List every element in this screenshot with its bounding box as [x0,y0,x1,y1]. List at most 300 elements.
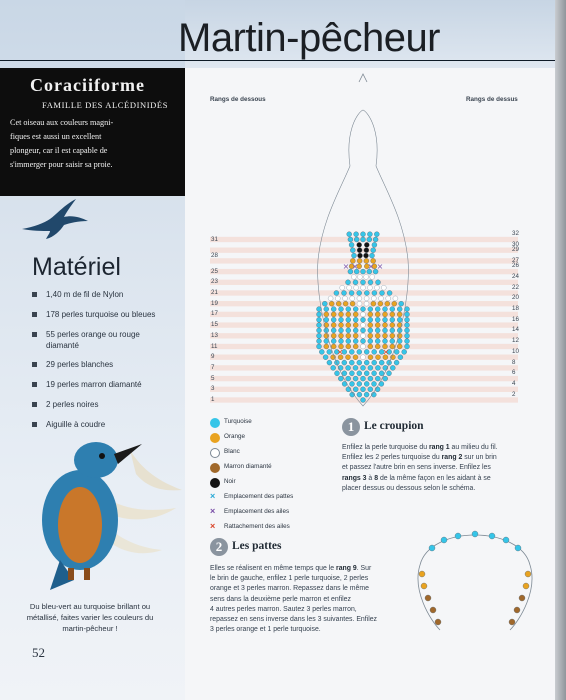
row-number: 27 [512,256,519,264]
bead [368,376,373,381]
text: 3 perles orange et 1 perle turquoise. [210,626,321,634]
bead [405,339,410,344]
legend-bead-icon [210,448,220,458]
row-number: 21 [211,289,218,296]
bold-text: rang 9 [336,565,357,572]
bead [361,280,366,285]
bead [343,296,348,301]
bead [346,323,351,328]
row-number: 31 [211,235,218,243]
text: repassez en sens inverse dans les 3 suivantes. Enfilez [210,616,377,624]
page-number: 52 [32,645,45,660]
bead [375,317,380,322]
row-number: 12 [512,337,519,345]
bead [353,365,358,370]
bead [368,355,373,360]
bead [327,360,332,365]
bead [364,381,369,386]
materiel-item [32,379,182,390]
bead [328,296,333,301]
bead [383,339,388,344]
bead [405,317,410,322]
bead [503,537,509,543]
bead [346,307,351,312]
bead [364,291,369,296]
bead [346,355,351,360]
bead [383,328,388,333]
bead [372,381,377,386]
bead [339,339,344,344]
bead [350,248,355,253]
bead [331,312,336,317]
row-number: 14 [512,326,519,334]
order-description-line: fiques est aussi un excellent [10,132,102,141]
caption-line: martin-pêcheur ! [62,624,118,633]
row-number: 5 [211,374,215,382]
text: orange et 3 perles marron. Repassez dans le même [210,585,369,593]
bead [339,317,344,322]
materiel-item [32,399,182,410]
bead [392,301,397,306]
bead [489,533,495,539]
bead [368,344,373,349]
section-title: Les pattes [232,540,282,552]
section-body-line [210,615,390,625]
bead [383,312,388,317]
bead [361,312,366,317]
bead [346,280,351,285]
bead [342,371,347,376]
bead [383,333,388,338]
row-number: 29 [512,246,519,254]
materiel-list [32,289,182,439]
row-number: 13 [211,331,218,339]
row-number: 8 [512,358,516,366]
bead [357,301,362,306]
row-number: 23 [211,278,218,286]
materiel-item-text: 29 perles blanches [46,360,114,370]
bead [364,301,369,306]
bead [379,360,384,365]
text: placer dessus ou dessous selon le schéma. [342,484,476,492]
bead [357,371,362,376]
materiel-item-text: Aiguille à coudre [46,419,106,429]
text: . Sur [356,565,372,572]
bead [361,355,366,360]
section-body-line [342,474,532,484]
section-body-line [210,595,390,605]
bead [402,349,407,354]
bead [383,323,388,328]
bead [342,360,347,365]
order-description-line: Cet oiseau aux couleurs magni- [10,118,114,127]
materiel-title: Matériel [32,253,121,281]
section-body-line [342,463,532,473]
bead [370,274,375,279]
section-body [210,564,390,635]
bead [368,317,373,322]
text: Elles se réalisent en même temps que le [210,565,337,572]
bead [334,360,339,365]
bead [372,291,377,296]
bead [375,323,380,328]
bead [339,328,344,333]
bead-diagram [190,70,530,410]
legend-cross-icon: × [210,491,216,501]
row-number: 16 [512,315,519,323]
bead [405,344,410,349]
row-number: 7 [211,363,215,371]
bead [435,619,441,625]
materiel-item-text: 1,40 m de fil de Nylon [46,290,124,299]
loop-thread [418,535,532,630]
legend-label: Marron diamanté [224,463,272,470]
loop-beading-diagram [400,510,550,655]
bead [368,323,373,328]
order-info-box [0,68,185,196]
row-number: 28 [211,251,218,259]
bead [352,253,357,258]
row-number: 15 [211,321,218,329]
legend-bead-icon [210,418,220,428]
section-les-pattes [210,538,388,653]
bead [361,339,366,344]
bead [331,344,336,349]
bead [383,317,388,322]
row-number: 20 [512,294,519,302]
bead [353,333,358,338]
bead [398,355,403,360]
bead [514,607,520,613]
step-number-badge: 2 [210,538,228,556]
bead [364,360,369,365]
bead [441,537,447,543]
materiel-item-text: diamanté [46,340,79,350]
bead [367,285,372,290]
bead [421,583,427,589]
bead [353,323,358,328]
bead [364,349,369,354]
bead [429,545,435,551]
bead [397,339,402,344]
bead [331,323,336,328]
legend-bead-icon [210,463,220,473]
bead [364,274,369,279]
bead-diagram-graphic [190,70,530,410]
bead [397,307,402,312]
bead [523,583,529,589]
legend-label: Orange [224,433,246,440]
bead [361,307,366,312]
bead [397,317,402,322]
section-body-line [210,605,390,615]
order-description [10,116,178,172]
bead [394,349,399,354]
bead [361,323,366,328]
thread-end [359,74,367,82]
bead [390,323,395,328]
row-number: 3 [211,385,215,393]
row-number: 22 [512,283,519,291]
text: sens dans la deuxième perle marron et enfilez [210,595,351,603]
bullet [32,312,37,317]
bead [390,344,395,349]
bead [331,339,336,344]
bead [525,571,531,577]
bead [349,242,354,247]
legend-label: Blanc [224,448,240,455]
bead [381,285,386,290]
bead [375,339,380,344]
bead [339,323,344,328]
section-body-line [210,625,390,635]
bead [331,365,336,370]
bullet [32,382,37,387]
bead [357,360,362,365]
bead [361,269,366,274]
bead [374,232,379,237]
legend-label: Emplacement des pattes [224,493,294,500]
swallow-illustration [20,195,90,250]
bold-text: rang 1 [428,444,450,451]
row-number: 25 [211,267,218,275]
bead [347,285,352,290]
bead [357,242,362,247]
bead [405,328,410,333]
bead [370,253,375,258]
bead [375,344,380,349]
bead [361,344,366,349]
bead [375,312,380,317]
legend-label: Turquoise [224,418,252,425]
bead [317,317,322,322]
bead [371,296,376,301]
bead [317,323,322,328]
row-number: 1 [211,396,215,403]
bead [515,545,521,551]
bead [375,333,380,338]
bead [371,301,376,306]
wing-attachment-marker: × [382,347,390,357]
bead [357,291,362,296]
bead [349,371,354,376]
row-number: 26 [512,262,519,270]
bead-legend [210,417,340,537]
text: à [366,474,375,482]
row-number: 18 [512,305,519,313]
row-number: 9 [211,353,215,361]
bead [375,328,380,333]
bead [368,365,373,370]
bead [349,349,354,354]
bead [390,317,395,322]
bead [350,296,355,301]
bead [346,344,351,349]
bold-text: rang 2 [441,454,463,462]
bead [350,381,355,386]
bead [353,387,358,392]
bead [338,376,343,381]
bead [387,371,392,376]
bead [346,328,351,333]
row-number: 4 [512,379,516,387]
order-name: Coraciiforme [30,75,145,95]
bead [353,344,358,349]
bead [350,301,355,306]
bead [399,301,404,306]
bead [346,376,351,381]
wing-position-marker: × [367,261,375,271]
bead [324,307,329,312]
order-description-line: s'immerger pour saisir sa proie. [10,160,113,169]
bead [397,344,402,349]
bead [472,531,478,537]
bead [519,595,525,601]
bead [375,307,380,312]
bead [317,339,322,344]
bead [361,333,366,338]
bead [334,291,339,296]
bead [379,296,384,301]
bead [397,312,402,317]
bead [361,387,366,392]
bullet [32,292,37,297]
bead [357,274,362,279]
bead [342,381,347,386]
bead [317,328,322,333]
bead [357,392,362,397]
text: de la même façon en les aidant à se [378,474,491,482]
bead [335,371,340,376]
bold-text: 8 [374,474,379,482]
bead [317,333,322,338]
bead [339,333,344,338]
bead [371,248,376,253]
wing-position-marker: × [351,261,359,271]
bead [368,333,373,338]
bead [368,328,373,333]
bead [353,328,358,333]
bead [379,381,384,386]
bead [380,291,385,296]
bead [319,349,324,354]
bead [354,232,359,237]
legend-bead-icon [210,478,220,488]
bead [335,296,340,301]
materiel-item [32,419,182,430]
section-body [342,443,532,494]
text: 4 autres perles marron. Sautez 3 perles marron, [210,605,357,613]
row-number: 10 [512,347,519,355]
bead [343,301,348,306]
section-le-croupion [342,418,532,508]
caption-line: Du bleu-vert au turquoise brillant ou [29,602,151,611]
bead [323,355,328,360]
row-number: 11 [211,342,218,350]
bead [372,360,377,365]
bead [383,376,388,381]
row-number: 6 [512,369,516,377]
bead [390,333,395,338]
bead [349,360,354,365]
bead [368,387,373,392]
bead [364,296,369,301]
bead [342,291,347,296]
bead [364,253,369,258]
page-title: Martin-pêcheur [178,16,441,60]
bead [372,349,377,354]
bead [317,344,322,349]
bead [339,312,344,317]
row-number: 2 [512,390,516,398]
order-description-line: plongeur, car il est capable de [10,146,108,155]
bead [419,571,425,577]
bead [361,237,366,242]
bead [361,398,366,403]
bead [353,376,358,381]
row-number: 32 [512,230,519,238]
bead [353,317,358,322]
text: Enfilez les 2 perles turquoise du [342,454,442,462]
bead [373,237,378,242]
bead [390,307,395,312]
bead [430,607,436,613]
wing-position-marker: × [342,261,350,271]
section-body-line [342,453,532,463]
bead [346,312,351,317]
title-rule [0,60,555,61]
row-stripe [210,290,518,295]
bead [368,339,373,344]
bead [324,312,329,317]
bead [353,312,358,317]
materiel-item [32,309,182,320]
text: Enfilez la perle turquoise du [342,444,429,451]
bead [331,317,336,322]
section-body-line [210,564,390,574]
bead [357,381,362,386]
bead [361,285,366,290]
step-number-badge: 1 [342,418,360,436]
bead [327,349,332,354]
bead [324,317,329,322]
bead [405,333,410,338]
bead [387,291,392,296]
materiel-item-text: 2 perles noires [46,399,99,409]
materiel-item [32,329,182,351]
bullet [32,402,37,407]
bead [349,291,354,296]
bead [376,355,381,360]
bead [317,312,322,317]
materiel-item [32,359,182,370]
bead [393,296,398,301]
bead [383,307,388,312]
row-number: 17 [211,310,218,318]
bead [354,237,359,242]
bead [329,301,334,306]
materiel-item-text: 19 perles marron diamanté [46,380,142,390]
legend-cross-icon: × [210,521,216,531]
bead [357,349,362,354]
materiel-item-text: 178 perles turquoise ou bleues [46,309,156,319]
bead [364,371,369,376]
bead [509,619,515,625]
section-body-line [342,484,532,494]
bead [390,339,395,344]
legend-bead-icon [210,433,220,443]
bead [372,242,377,247]
